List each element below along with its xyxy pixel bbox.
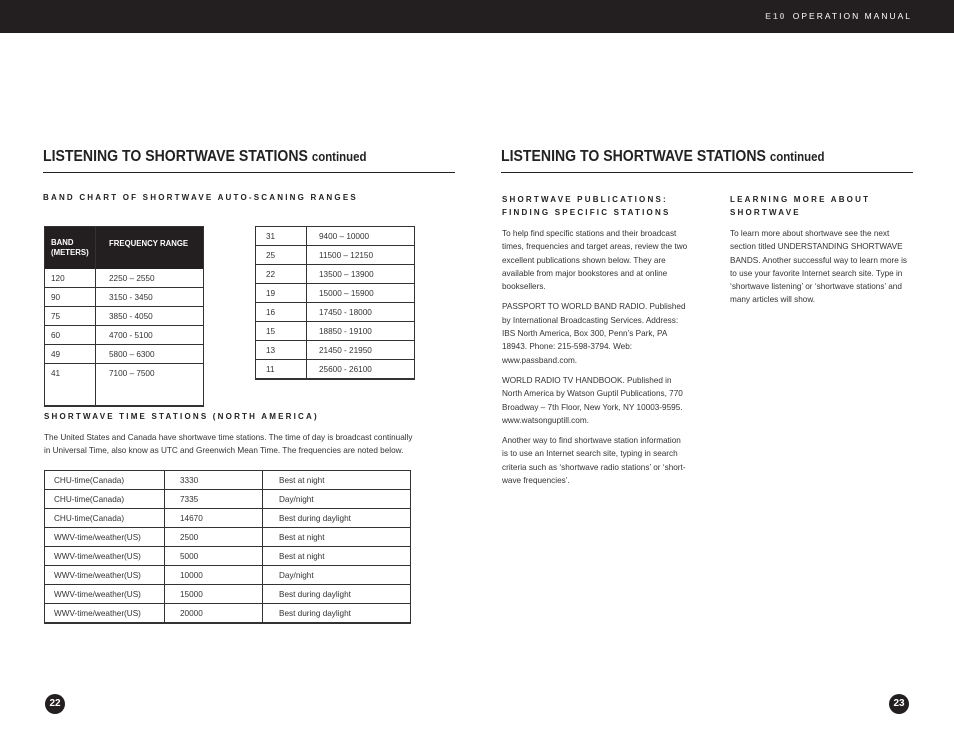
band-table-right <box>255 226 415 380</box>
table-cell: 9400 – 10000 <box>307 227 415 246</box>
table-cell: 15000 <box>165 585 263 604</box>
table-cell: 11 <box>256 360 307 380</box>
table-row <box>256 284 415 303</box>
table-row <box>256 360 415 380</box>
table-cell: 31 <box>256 227 307 246</box>
table-row <box>45 288 204 307</box>
header-bar <box>0 0 954 33</box>
table-row <box>45 326 204 345</box>
table-cell: 120 <box>45 269 96 288</box>
table-cell: WWV-time/weather(US) <box>45 604 165 624</box>
manual-label: OPERATION MANUAL <box>792 11 912 21</box>
table-cell: 10000 <box>165 566 263 585</box>
table-cell: Best at night <box>263 471 411 490</box>
publications-title-line1: SHORTWAVE PUBLICATIONS: <box>502 195 668 204</box>
manual-title <box>765 11 912 21</box>
right-heading-suffix: continued <box>769 149 825 164</box>
time-stations-table <box>44 470 411 624</box>
publications-title <box>502 193 670 219</box>
model-name: E10 <box>765 11 787 21</box>
table-cell: 5800 – 6300 <box>96 345 204 364</box>
left-heading <box>43 148 366 166</box>
band-header-cell: BAND (METERS) <box>45 227 96 270</box>
table-cell: 75 <box>45 307 96 326</box>
table-cell: WWV-time/weather(US) <box>45 528 165 547</box>
table-cell: 2500 <box>165 528 263 547</box>
table-cell: Day/night <box>263 490 411 509</box>
table-row <box>256 246 415 265</box>
table-row <box>256 341 415 360</box>
table-cell: Best during daylight <box>263 509 411 528</box>
table-row <box>45 471 411 490</box>
table-cell: 49 <box>45 345 96 364</box>
table-cell: Best at night <box>263 547 411 566</box>
band-table-left <box>44 226 204 407</box>
table-cell: 11500 – 12150 <box>307 246 415 265</box>
right-heading-rule <box>501 172 913 173</box>
table-cell: 2250 – 2550 <box>96 269 204 288</box>
table-cell: 90 <box>45 288 96 307</box>
table-row <box>45 490 411 509</box>
table-cell: WWV-time/weather(US) <box>45 566 165 585</box>
table-row <box>45 547 411 566</box>
table-row <box>256 227 415 246</box>
publication-paragraph: Another way to find shortwave station information is to use an Internet search site, typing in search criteria such as ‘shortwave radio stations’ or ‘short-wave frequencies’. <box>502 436 686 486</box>
table-cell: 3850 - 4050 <box>96 307 204 326</box>
publication-paragraph: PASSPORT TO WORLD BAND RADIO. Published by International Broadcasting Services. Address: IBS North America, Box 300, Penn’s Park, PA 18943. Phone: 215-598-3794. Web: www.passband.com. <box>502 302 686 365</box>
right-heading-text: LISTENING TO SHORTWAVE STATIONS <box>501 148 766 165</box>
table-cell: 19 <box>256 284 307 303</box>
table-cell: CHU-time(Canada) <box>45 490 165 509</box>
table-cell: 15000 – 15900 <box>307 284 415 303</box>
table-cell: 7100 – 7500 <box>109 369 155 378</box>
table-cell: 3330 <box>165 471 263 490</box>
table-cell: WWV-time/weather(US) <box>45 585 165 604</box>
table-row <box>45 585 411 604</box>
table-row <box>45 566 411 585</box>
table-cell: 41 <box>45 364 96 407</box>
table-cell: 20000 <box>165 604 263 624</box>
band-chart-title: BAND CHART OF SHORTWAVE AUTO-SCANING RANGES <box>43 193 358 202</box>
page-number-right: 23 <box>889 694 909 714</box>
table-cell: 60 <box>45 326 96 345</box>
table-cell: 22 <box>256 265 307 284</box>
publications-text <box>502 227 688 494</box>
table-cell: CHU-time(Canada) <box>45 471 165 490</box>
table-cell: 3150 - 3450 <box>96 288 204 307</box>
table-cell: 18850 - 19100 <box>307 322 415 341</box>
frequency-header-cell: FREQUENCY RANGE <box>96 227 204 270</box>
publications-title-line2: FINDING SPECIFIC STATIONS <box>502 208 671 217</box>
left-heading-suffix: continued <box>311 149 367 164</box>
learning-title <box>730 193 870 219</box>
table-cell: Day/night <box>263 566 411 585</box>
table-cell: 15 <box>256 322 307 341</box>
table-cell: 13 <box>256 341 307 360</box>
time-stations-text: The United States and Canada have shortwave time stations. The time of day is broadcast continually in Universal Time, also know as UTC and Greenwich Mean Time. The frequencies are noted below. <box>44 433 413 456</box>
left-heading-rule <box>43 172 455 173</box>
table-row <box>45 528 411 547</box>
table-cell: 4700 - 5100 <box>96 326 204 345</box>
table-cell: WWV-time/weather(US) <box>45 547 165 566</box>
table-row <box>45 307 204 326</box>
table-row <box>256 265 415 284</box>
table-row <box>45 509 411 528</box>
left-heading-text: LISTENING TO SHORTWAVE STATIONS <box>43 148 308 165</box>
learning-text: To learn more about shortwave see the next section titled UNDERSTANDING SHORTWAVE BANDS. Another successful way to learn more is to use your favorite Internet search site. Type in ‘shortwave listening’ or ‘shortwave stations’ and many articles will show. <box>730 229 908 305</box>
table-cell: Best during daylight <box>279 608 351 618</box>
band-table-header <box>45 227 204 270</box>
publication-paragraph: WORLD RADIO TV HANDBOOK. Published in North America by Watson Guptil Publications, 770 Broadway – 7th Floor, New York, NY 10003-9595. www.watsonguptill.com. <box>502 375 683 425</box>
table-row <box>45 269 204 288</box>
table-cell: 14670 <box>165 509 263 528</box>
table-cell: 16 <box>256 303 307 322</box>
publication-paragraph: To help find specific stations and their broadcast times, frequencies and target areas, review the two excellent publications shown below. They are available from major bookstores and at online booksellers. <box>502 229 688 292</box>
table-row <box>45 345 204 364</box>
learning-title-line2: SHORTWAVE <box>730 208 801 217</box>
table-cell: 25600 - 26100 <box>319 364 372 374</box>
time-stations-title: SHORTWAVE TIME STATIONS (NORTH AMERICA) <box>44 412 319 421</box>
table-cell: 25 <box>256 246 307 265</box>
table-cell: Best during daylight <box>263 585 411 604</box>
learning-title-line1: LEARNING MORE ABOUT <box>730 195 871 204</box>
page-number-left: 22 <box>45 694 65 714</box>
right-heading <box>501 148 824 166</box>
table-row <box>45 604 411 624</box>
table-cell: CHU-time(Canada) <box>45 509 165 528</box>
table-cell: Best at night <box>263 528 411 547</box>
table-row <box>256 303 415 322</box>
table-cell: 13500 – 13900 <box>307 265 415 284</box>
table-cell: 21450 - 21950 <box>307 341 415 360</box>
table-row <box>256 322 415 341</box>
table-cell: 17450 - 18000 <box>307 303 415 322</box>
table-cell: 7335 <box>165 490 263 509</box>
table-cell: 5000 <box>165 547 263 566</box>
table-row <box>45 364 204 407</box>
